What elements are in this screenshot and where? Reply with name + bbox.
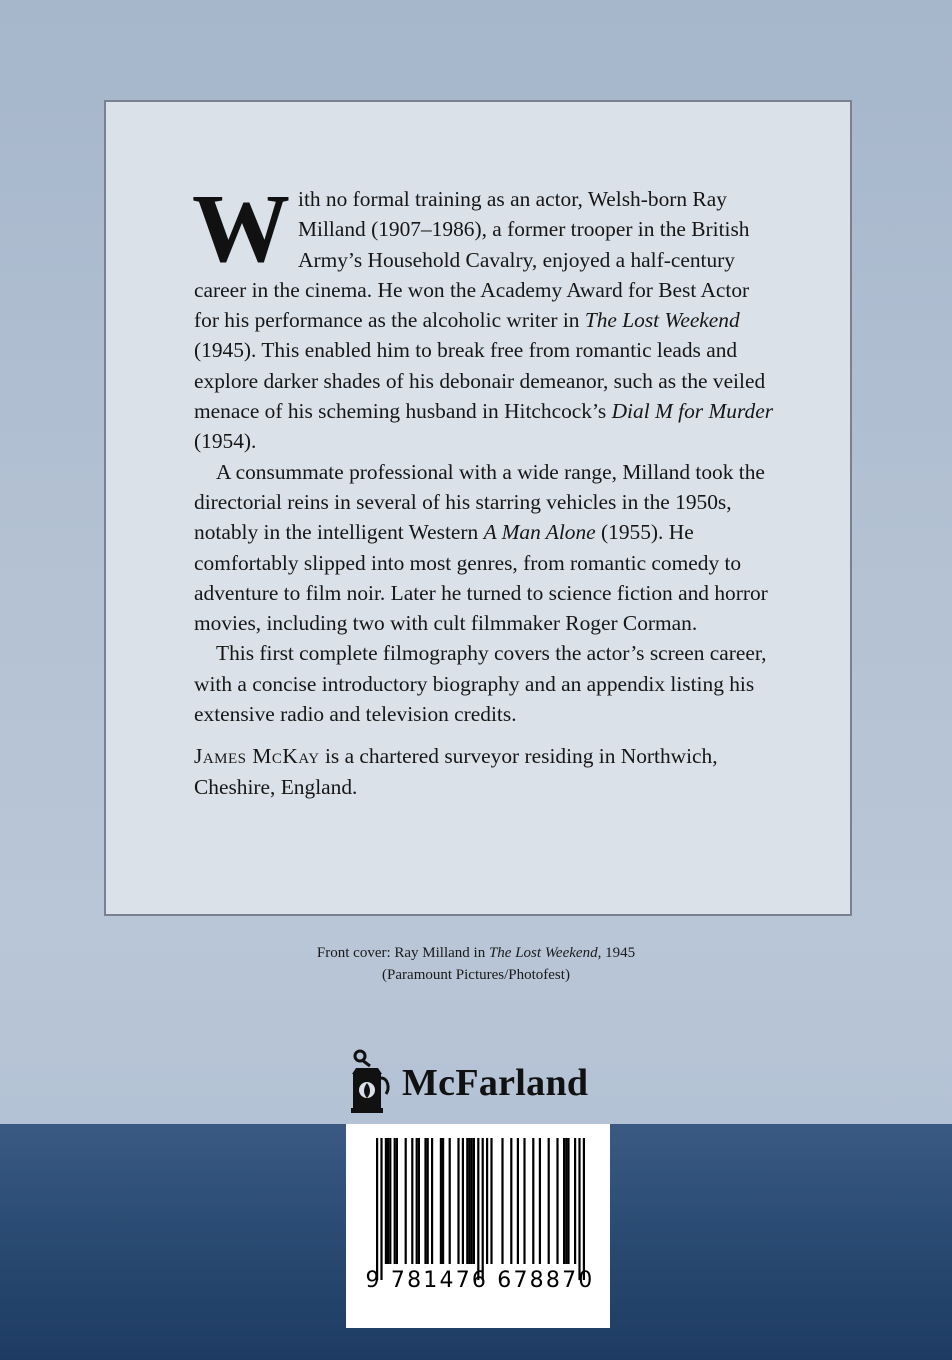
film-title-dial-m: Dial M for Murder — [611, 399, 774, 424]
barcode-bar — [473, 1138, 475, 1264]
blurb-p1-mid: (1945). This enabled him to break free from romantic leads and explore darker shades of his debonair demeanor, such as the veiled menace of his scheming husband in Hitchcock’s — [194, 338, 766, 424]
barcode-bar — [477, 1138, 479, 1280]
barcode-bar — [574, 1138, 576, 1264]
blurb-p1-text: ith no formal training as an actor, Welsh-born Ray Milland (1907–1986), a former trooper in the British Army’s Household Cavalry, enjoyed a half-century career in the cinema. He won the Academy Award for Best Actor for his performance as the alcoholic writer in — [194, 187, 750, 333]
barcode-bar — [405, 1138, 407, 1264]
cover-credit-line-2: (Paramount Pictures/Photofest) — [382, 967, 570, 983]
barcode-bar — [442, 1138, 444, 1264]
barcode-bar — [583, 1138, 585, 1280]
barcode-bar — [482, 1138, 484, 1280]
barcode-bar — [389, 1138, 391, 1264]
barcode-bar — [394, 1138, 396, 1264]
barcode-bar — [517, 1138, 519, 1264]
barcode-bar — [556, 1138, 558, 1264]
barcode-bar — [462, 1138, 464, 1264]
barcode-bar — [380, 1138, 382, 1280]
blurb-p2-text: A consummate professional with a wide range, Milland took the directorial reins in several of his starring vehicles in the 1950s, notably in the intelligent Western — [194, 459, 765, 545]
cover-credit-line-1 — [180, 942, 772, 964]
barcode-bar — [396, 1138, 398, 1264]
barcode-bar — [510, 1138, 512, 1264]
barcode-bar — [578, 1138, 580, 1280]
barcode-bar — [532, 1138, 534, 1264]
author-bio: is a chartered surveyor residing in Northwich, Cheshire, England. — [194, 744, 718, 799]
barcode-bar — [466, 1138, 468, 1264]
barcode-bar — [449, 1138, 451, 1264]
lantern-icon — [348, 1048, 394, 1118]
blurb-text — [192, 175, 774, 802]
barcode-bar — [490, 1138, 492, 1264]
barcode-bar — [376, 1138, 378, 1280]
isbn-barcode — [346, 1124, 610, 1328]
barcode-bar — [501, 1138, 503, 1264]
barcode-bars — [346, 1124, 610, 1328]
blurb-p1-end: (1954). — [194, 429, 257, 454]
publisher-name: McFarland — [402, 1062, 589, 1104]
barcode-bar — [416, 1138, 418, 1264]
barcode-bar — [567, 1138, 569, 1264]
cover-credit — [180, 942, 772, 986]
barcode-bar — [387, 1138, 389, 1264]
barcode-bar — [539, 1138, 541, 1264]
barcode-bar — [563, 1138, 565, 1264]
author-note — [194, 741, 774, 802]
barcode-bar — [548, 1138, 550, 1264]
barcode-bar — [424, 1138, 426, 1264]
author-name: James McKay — [194, 744, 320, 769]
barcode-bar — [427, 1138, 429, 1264]
film-title-man-alone: A Man Alone — [483, 520, 596, 545]
publisher-logo — [348, 1048, 588, 1118]
blurb-box — [104, 100, 852, 916]
barcode-bar — [468, 1138, 470, 1264]
barcode-bar — [471, 1138, 473, 1264]
credit-suffix: , 1945 — [597, 945, 636, 961]
film-title-lost-weekend: The Lost Weekend — [584, 308, 740, 333]
barcode-bar — [523, 1138, 525, 1264]
barcode-bar — [418, 1138, 420, 1264]
blurb-paragraph-3: This first complete filmography covers the actor’s screen career, with a concise introductory biography and an appendix listing his extensive radio and television credits. — [194, 641, 767, 727]
isbn-digits: 9 781476 678870 — [365, 1268, 595, 1293]
barcode-bar — [457, 1138, 459, 1264]
credit-prefix: Front cover: Ray Milland in — [316, 945, 489, 961]
drop-cap: W — [192, 175, 290, 283]
credit-film-title: The Lost Weekend — [488, 945, 598, 961]
blurb-paragraph-2 — [194, 457, 774, 639]
barcode-bar — [565, 1138, 567, 1264]
blurb-p2-end: (1955). He comfortably slipped into most genres, from romantic comedy to adventure to film noir. Later he turned to science fiction and horror movies, including two with cult filmmaker Roger Corman. — [194, 520, 768, 636]
barcode-bar — [486, 1138, 488, 1264]
barcode-bar — [431, 1138, 433, 1264]
barcode-bar — [385, 1138, 387, 1264]
barcode-bar — [440, 1138, 442, 1264]
barcode-bar — [411, 1138, 413, 1264]
blurb-paragraph-1 — [192, 175, 774, 457]
